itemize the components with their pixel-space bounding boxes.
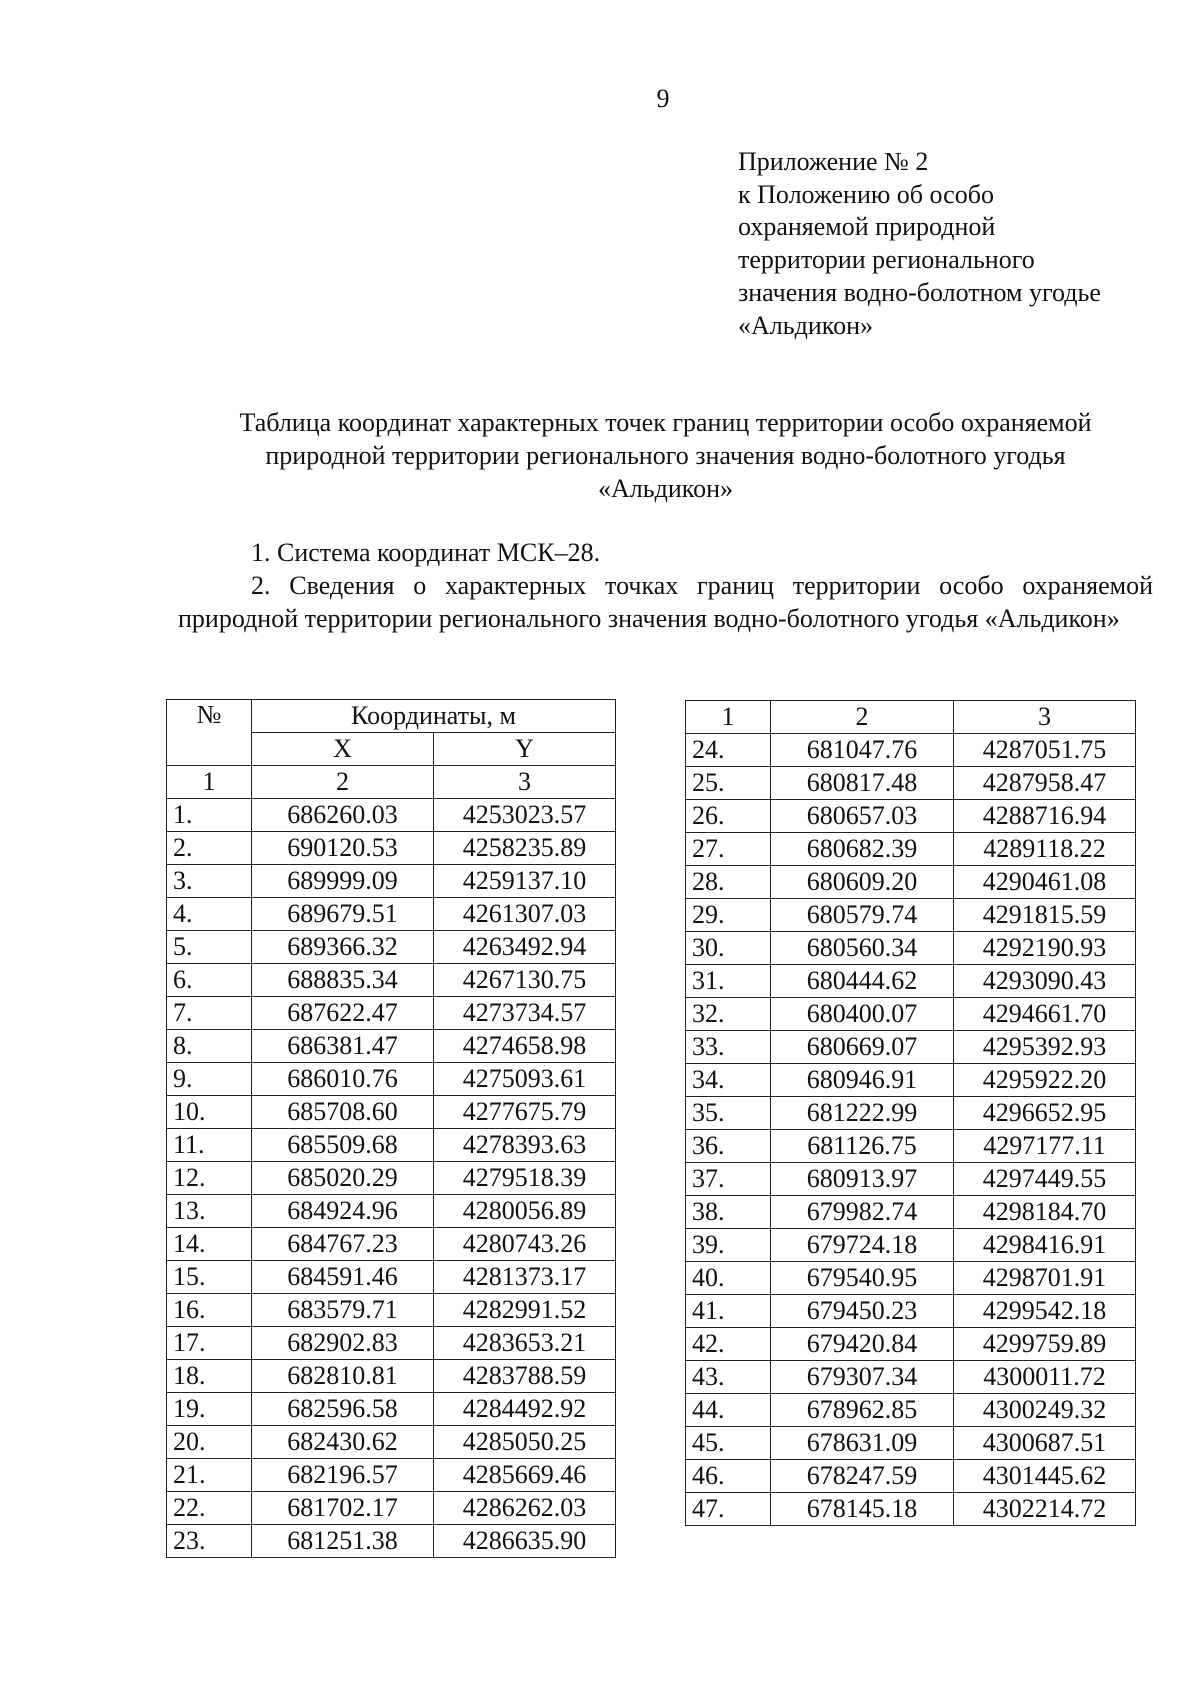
x-coordinate: 679307.34 — [771, 1361, 954, 1394]
x-coordinate: 689679.51 — [252, 898, 434, 931]
x-coordinate: 687622.47 — [252, 997, 434, 1030]
y-coordinate: 4297177.11 — [954, 1130, 1136, 1163]
y-coordinate: 4281373.17 — [434, 1261, 616, 1294]
y-coordinate: 4285050.25 — [434, 1426, 616, 1459]
point-number: 2. — [167, 832, 252, 865]
y-coordinate: 4293090.43 — [954, 965, 1136, 998]
appendix-line: «Альдикон» — [738, 310, 873, 340]
table-row — [686, 1295, 1136, 1328]
table-row — [167, 1360, 616, 1393]
column-number: 3 — [954, 701, 1136, 734]
table-row — [686, 1493, 1136, 1526]
x-coordinate: 682196.57 — [252, 1459, 434, 1492]
table-row — [167, 1525, 616, 1558]
x-coordinate: 681222.99 — [771, 1097, 954, 1130]
point-number: 19. — [167, 1393, 252, 1426]
coordinates-table-left — [166, 699, 616, 1558]
x-coordinate: 684924.96 — [252, 1195, 434, 1228]
table-row — [167, 997, 616, 1030]
y-coordinate: 4291815.59 — [954, 899, 1136, 932]
x-coordinate: 679450.23 — [771, 1295, 954, 1328]
x-coordinate: 678247.59 — [771, 1460, 954, 1493]
title-line: природной территории регионального значения водно-болотного угодья — [265, 441, 1066, 470]
x-coordinate: 679540.95 — [771, 1262, 954, 1295]
point-number: 9. — [167, 1063, 252, 1096]
point-number: 20. — [167, 1426, 252, 1459]
table-row — [686, 1031, 1136, 1064]
x-coordinate: 681126.75 — [771, 1130, 954, 1163]
x-coordinate: 680682.39 — [771, 833, 954, 866]
table-row — [167, 1492, 616, 1525]
point-number: 13. — [167, 1195, 252, 1228]
table-row — [167, 964, 616, 997]
x-coordinate: 678145.18 — [771, 1493, 954, 1526]
y-coordinate: 4295922.20 — [954, 1064, 1136, 1097]
appendix-line: охраняемой природной — [738, 212, 996, 242]
paragraph-boundary-info: 2. Сведения о характерных точках границ территории особо охраняемой природной территории регионального значения водно-болотного угодья «Альдикон» — [178, 571, 1153, 633]
table-row — [686, 1229, 1136, 1262]
point-number: 8. — [167, 1030, 252, 1063]
x-coordinate: 686260.03 — [252, 799, 434, 832]
x-coordinate: 689999.09 — [252, 865, 434, 898]
header-y: Y — [434, 733, 616, 766]
point-number: 36. — [686, 1130, 771, 1163]
point-number: 4. — [167, 898, 252, 931]
title-line: Таблица координат характерных точек границ территории особо охраняемой — [239, 408, 1092, 437]
x-coordinate: 680657.03 — [771, 800, 954, 833]
y-coordinate: 4298184.70 — [954, 1196, 1136, 1229]
x-coordinate: 682430.62 — [252, 1426, 434, 1459]
table-row — [167, 1294, 616, 1327]
table-row — [167, 1327, 616, 1360]
header-x: X — [252, 733, 434, 766]
point-number: 23. — [167, 1525, 252, 1558]
y-coordinate: 4301445.62 — [954, 1460, 1136, 1493]
point-number: 25. — [686, 767, 771, 800]
table-row — [167, 1228, 616, 1261]
x-coordinate: 686381.47 — [252, 1030, 434, 1063]
point-number: 15. — [167, 1261, 252, 1294]
x-coordinate: 683579.71 — [252, 1294, 434, 1327]
point-number: 10. — [167, 1096, 252, 1129]
table-row — [167, 799, 616, 832]
x-coordinate: 685708.60 — [252, 1096, 434, 1129]
appendix-line: территории регионального — [738, 245, 1035, 275]
x-coordinate: 680579.74 — [771, 899, 954, 932]
point-number: 30. — [686, 932, 771, 965]
document-title — [178, 406, 1153, 505]
x-coordinate: 680913.97 — [771, 1163, 954, 1196]
y-coordinate: 4279518.39 — [434, 1162, 616, 1195]
point-number: 34. — [686, 1064, 771, 1097]
y-coordinate: 4290461.08 — [954, 866, 1136, 899]
point-number: 43. — [686, 1361, 771, 1394]
y-coordinate: 4263492.94 — [434, 931, 616, 964]
x-coordinate: 681702.17 — [252, 1492, 434, 1525]
table-row — [167, 898, 616, 931]
table-row — [686, 866, 1136, 899]
point-number: 37. — [686, 1163, 771, 1196]
y-coordinate: 4275093.61 — [434, 1063, 616, 1096]
table-row — [686, 932, 1136, 965]
table-row — [167, 1030, 616, 1063]
table-row — [686, 1262, 1136, 1295]
body-text — [178, 536, 1153, 635]
y-coordinate: 4299759.89 — [954, 1328, 1136, 1361]
y-coordinate: 4280056.89 — [434, 1195, 616, 1228]
point-number: 6. — [167, 964, 252, 997]
column-number: 2 — [771, 701, 954, 734]
y-coordinate: 4300687.51 — [954, 1427, 1136, 1460]
column-number: 2 — [252, 766, 434, 799]
point-number: 27. — [686, 833, 771, 866]
y-coordinate: 4298416.91 — [954, 1229, 1136, 1262]
y-coordinate: 4295392.93 — [954, 1031, 1136, 1064]
y-coordinate: 4286262.03 — [434, 1492, 616, 1525]
table-row — [167, 1459, 616, 1492]
table-row — [686, 1196, 1136, 1229]
point-number: 11. — [167, 1129, 252, 1162]
x-coordinate: 680560.34 — [771, 932, 954, 965]
y-coordinate: 4258235.89 — [434, 832, 616, 865]
table-row — [686, 1097, 1136, 1130]
y-coordinate: 4282991.52 — [434, 1294, 616, 1327]
point-number: 45. — [686, 1427, 771, 1460]
point-number: 5. — [167, 931, 252, 964]
column-number: 1 — [167, 766, 252, 799]
point-number: 47. — [686, 1493, 771, 1526]
y-coordinate: 4294661.70 — [954, 998, 1136, 1031]
x-coordinate: 688835.34 — [252, 964, 434, 997]
table-row — [686, 734, 1136, 767]
coordinates-table-right — [685, 700, 1136, 1526]
y-coordinate: 4297449.55 — [954, 1163, 1136, 1196]
point-number: 7. — [167, 997, 252, 1030]
x-coordinate: 679724.18 — [771, 1229, 954, 1262]
y-coordinate: 4278393.63 — [434, 1129, 616, 1162]
appendix-reference — [738, 146, 1101, 342]
y-coordinate: 4302214.72 — [954, 1493, 1136, 1526]
point-number: 29. — [686, 899, 771, 932]
x-coordinate: 679420.84 — [771, 1328, 954, 1361]
y-coordinate: 4299542.18 — [954, 1295, 1136, 1328]
table-row — [167, 1096, 616, 1129]
x-coordinate: 678631.09 — [771, 1427, 954, 1460]
x-coordinate: 685020.29 — [252, 1162, 434, 1195]
table-row — [167, 1426, 616, 1459]
y-coordinate: 4296652.95 — [954, 1097, 1136, 1130]
table-row — [167, 832, 616, 865]
column-number: 1 — [686, 701, 771, 734]
header-coordinates: Координаты, м — [252, 700, 616, 733]
point-number: 1. — [167, 799, 252, 832]
appendix-line: Приложение № 2 — [738, 147, 929, 176]
y-coordinate: 4287051.75 — [954, 734, 1136, 767]
table-row — [686, 1394, 1136, 1427]
table-row — [686, 998, 1136, 1031]
table-row — [686, 1361, 1136, 1394]
point-number: 26. — [686, 800, 771, 833]
y-coordinate: 4277675.79 — [434, 1096, 616, 1129]
point-number: 12. — [167, 1162, 252, 1195]
table-row — [686, 899, 1136, 932]
y-coordinate: 4273734.57 — [434, 997, 616, 1030]
y-coordinate: 4300011.72 — [954, 1361, 1136, 1394]
point-number: 42. — [686, 1328, 771, 1361]
x-coordinate: 681047.76 — [771, 734, 954, 767]
y-coordinate: 4283653.21 — [434, 1327, 616, 1360]
y-coordinate: 4286635.90 — [434, 1525, 616, 1558]
x-coordinate: 682902.83 — [252, 1327, 434, 1360]
x-coordinate: 680609.20 — [771, 866, 954, 899]
y-coordinate: 4288716.94 — [954, 800, 1136, 833]
table-row — [686, 1460, 1136, 1493]
point-number: 35. — [686, 1097, 771, 1130]
table-row — [686, 767, 1136, 800]
point-number: 3. — [167, 865, 252, 898]
table-row — [167, 931, 616, 964]
x-coordinate: 679982.74 — [771, 1196, 954, 1229]
point-number: 17. — [167, 1327, 252, 1360]
y-coordinate: 4261307.03 — [434, 898, 616, 931]
y-coordinate: 4287958.47 — [954, 767, 1136, 800]
table-row — [686, 800, 1136, 833]
table-row — [167, 1063, 616, 1096]
x-coordinate: 689366.32 — [252, 931, 434, 964]
y-coordinate: 4283788.59 — [434, 1360, 616, 1393]
y-coordinate: 4259137.10 — [434, 865, 616, 898]
x-coordinate: 690120.53 — [252, 832, 434, 865]
y-coordinate: 4289118.22 — [954, 833, 1136, 866]
column-number: 3 — [434, 766, 616, 799]
x-coordinate: 684591.46 — [252, 1261, 434, 1294]
x-coordinate: 682810.81 — [252, 1360, 434, 1393]
point-number: 24. — [686, 734, 771, 767]
y-coordinate: 4280743.26 — [434, 1228, 616, 1261]
x-coordinate: 680946.91 — [771, 1064, 954, 1097]
point-number: 46. — [686, 1460, 771, 1493]
table-row — [686, 1328, 1136, 1361]
x-coordinate: 680444.62 — [771, 965, 954, 998]
x-coordinate: 680669.07 — [771, 1031, 954, 1064]
table-row — [686, 1163, 1136, 1196]
y-coordinate: 4300249.32 — [954, 1394, 1136, 1427]
point-number: 14. — [167, 1228, 252, 1261]
x-coordinate: 684767.23 — [252, 1228, 434, 1261]
point-number: 16. — [167, 1294, 252, 1327]
y-coordinate: 4267130.75 — [434, 964, 616, 997]
x-coordinate: 678962.85 — [771, 1394, 954, 1427]
x-coordinate: 680400.07 — [771, 998, 954, 1031]
table-row — [167, 1129, 616, 1162]
point-number: 38. — [686, 1196, 771, 1229]
table-row — [167, 1393, 616, 1426]
y-coordinate: 4274658.98 — [434, 1030, 616, 1063]
paragraph-coordinate-system: 1. Система координат МСК–28. — [251, 538, 601, 567]
point-number: 33. — [686, 1031, 771, 1064]
point-number: 31. — [686, 965, 771, 998]
y-coordinate: 4253023.57 — [434, 799, 616, 832]
table-row — [167, 1162, 616, 1195]
x-coordinate: 686010.76 — [252, 1063, 434, 1096]
x-coordinate: 685509.68 — [252, 1129, 434, 1162]
x-coordinate: 680817.48 — [771, 767, 954, 800]
point-number: 44. — [686, 1394, 771, 1427]
title-line: «Альдикон» — [598, 474, 733, 503]
point-number: 39. — [686, 1229, 771, 1262]
appendix-line: к Положению об особо — [738, 179, 994, 209]
table-row — [167, 1261, 616, 1294]
x-coordinate: 682596.58 — [252, 1393, 434, 1426]
table-row — [686, 1064, 1136, 1097]
table-row — [686, 965, 1136, 998]
point-number: 28. — [686, 866, 771, 899]
point-number: 41. — [686, 1295, 771, 1328]
point-number: 21. — [167, 1459, 252, 1492]
table-row — [686, 1427, 1136, 1460]
point-number: 40. — [686, 1262, 771, 1295]
table-row — [686, 833, 1136, 866]
y-coordinate: 4292190.93 — [954, 932, 1136, 965]
y-coordinate: 4298701.91 — [954, 1262, 1136, 1295]
appendix-line: значения водно-болотном угодье — [738, 277, 1101, 307]
table-row — [167, 865, 616, 898]
point-number: 32. — [686, 998, 771, 1031]
table-row — [686, 1130, 1136, 1163]
table-row — [167, 1195, 616, 1228]
header-number: № — [167, 700, 252, 766]
y-coordinate: 4284492.92 — [434, 1393, 616, 1426]
point-number: 18. — [167, 1360, 252, 1393]
point-number: 22. — [167, 1492, 252, 1525]
y-coordinate: 4285669.46 — [434, 1459, 616, 1492]
page-number: 9 — [656, 84, 670, 113]
x-coordinate: 681251.38 — [252, 1525, 434, 1558]
